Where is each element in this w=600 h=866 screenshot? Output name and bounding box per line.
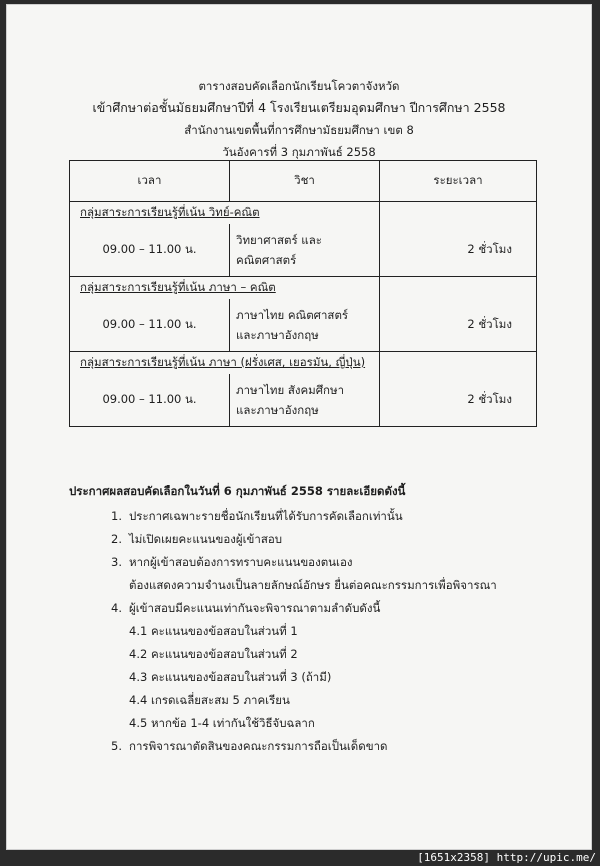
table-row: [70, 352, 537, 375]
header-subtitle: เข้าศึกษาต่อชั้นมัธยมศึกษาปีที่ 4 โรงเรียนเตรียมอุดมศึกษา ปีการศึกษา 2558: [92, 100, 506, 115]
header-date: วันอังคารที่ 3 กุมภาพันธ์ 2558: [222, 145, 376, 159]
group-title: กลุ่มสาระการเรียนรู้ที่เน้น ภาษา (ฝรั่งเศส, เยอรมัน, ญี่ปุ่น): [80, 355, 366, 369]
exam-duration: 2 ชั่วโมง: [380, 224, 537, 277]
group-title: กลุ่มสาระการเรียนรู้ที่เน้น วิทย์-คณิต: [80, 205, 260, 219]
list-item: 4. ผู้เข้าสอบมีคะแนนเท่ากันจะพิจารณาตามลำดับดังนี้: [111, 601, 381, 615]
header-office: สำนักงานเขตพื้นที่การศึกษามัธยมศึกษา เขต 8: [184, 123, 414, 137]
table-row: [70, 277, 537, 300]
table-row: [70, 202, 537, 225]
document-page: [6, 4, 592, 850]
exam-subject: วิทยาศาสตร์ และคณิตศาสตร์: [230, 224, 380, 277]
list-item: 4.5 หากข้อ 1-4 เท่ากันใช้วิธีจับฉลาก: [129, 716, 315, 730]
list-item: 4.4 เกรดเฉลี่ยสะสม 5 ภาคเรียน: [129, 693, 290, 707]
announcement-title: ประกาศผลสอบคัดเลือกในวันที่ 6 กุมภาพันธ์ 2558 รายละเอียดดังนี้: [69, 484, 406, 498]
column-header-time: เวลา: [70, 161, 230, 202]
exam-time: 09.00 – 11.00 น.: [70, 374, 230, 427]
table-header-row: [70, 161, 537, 202]
list-item: 4.2 คะแนนของข้อสอบในส่วนที่ 2: [129, 647, 298, 661]
exam-duration: 2 ชั่วโมง: [380, 299, 537, 352]
table-row: [70, 299, 537, 352]
list-item: 1. ประกาศเฉพาะรายชื่อนักเรียนที่ได้รับการคัดเลือกเท่านั้น: [111, 509, 403, 523]
column-header-duration: ระยะเวลา: [380, 161, 537, 202]
list-item: 3. หากผู้เข้าสอบต้องการทราบคะแนนของตนเอง: [111, 555, 353, 569]
document-header: [7, 75, 591, 163]
table-row: [70, 224, 537, 277]
list-item: 5. การพิจารณาตัดสินของคณะกรรมการถือเป็นเด็ดขาด: [111, 739, 388, 753]
list-item: ต้องแสดงความจำนงเป็นลายลักษณ์อักษร ยื่นต่อคณะกรรมการเพื่อพิจารณา: [129, 578, 497, 592]
exam-subject: ภาษาไทย สังคมศึกษา และภาษาอังกฤษ: [230, 374, 380, 427]
exam-time: 09.00 – 11.00 น.: [70, 224, 230, 277]
exam-duration: 2 ชั่วโมง: [380, 374, 537, 427]
list-item: 4.3 คะแนนของข้อสอบในส่วนที่ 3 (ถ้ามี): [129, 670, 332, 684]
exam-subject: ภาษาไทย คณิตศาสตร์ และภาษาอังกฤษ: [230, 299, 380, 352]
list-item: 2. ไม่เปิดเผยคะแนนของผู้เข้าสอบ: [111, 532, 283, 546]
column-header-subject: วิชา: [230, 161, 380, 202]
table-row: [70, 374, 537, 427]
exam-time: 09.00 – 11.00 น.: [70, 299, 230, 352]
group-title: กลุ่มสาระการเรียนรู้ที่เน้น ภาษา – คณิต: [80, 280, 276, 294]
image-watermark: [1651x2358] http://upic.me/: [417, 851, 596, 864]
exam-schedule-table: [69, 160, 537, 427]
announcement-list: [111, 505, 497, 758]
header-title: ตารางสอบคัดเลือกนักเรียนโควตาจังหวัด: [198, 79, 400, 93]
list-item: 4.1 คะแนนของข้อสอบในส่วนที่ 1: [129, 624, 298, 638]
